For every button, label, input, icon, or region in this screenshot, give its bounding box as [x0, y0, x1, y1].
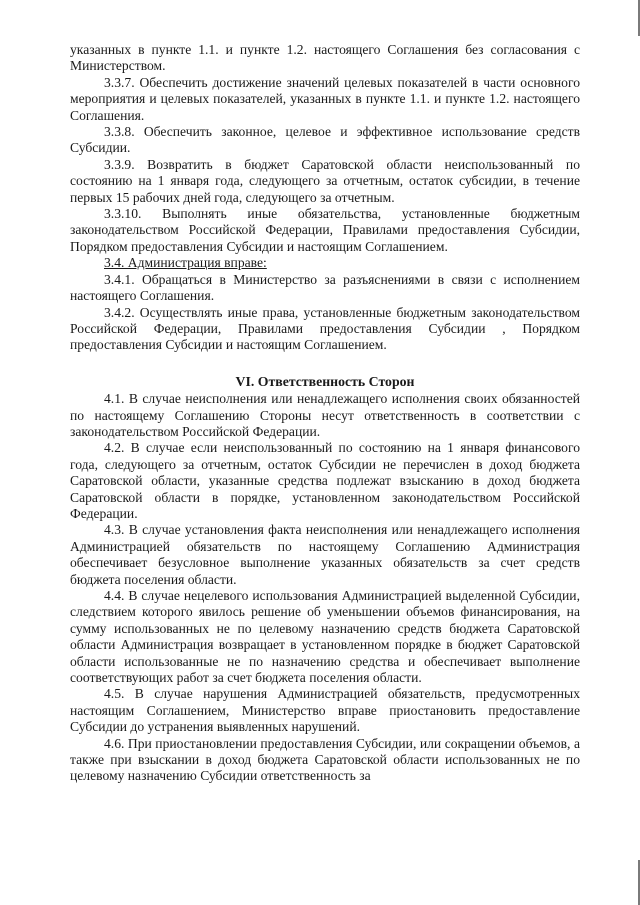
- clauses-3-4: [70, 272, 580, 354]
- paragraph-3-3-8: 3.3.8. Обеспечить законное, целевое и эффективное использование средств Субсидии.: [70, 124, 580, 156]
- clauses-3-3: [70, 42, 580, 255]
- paragraph-3-4-1: 3.4.1. Обращаться в Министерство за разъяснениями в связи с исполнением настоящего Соглашения.: [70, 271, 580, 304]
- clauses-4: [70, 391, 580, 785]
- paragraph-3-3-7: 3.3.7. Обеспечить достижение значений целевых показателей в части основного мероприятия и целевых показателей, указанных в пункте 1.1. и пункте 1.2. настоящего Соглашения.: [70, 74, 580, 123]
- paragraph-4-4: 4.4. В случае нецелевого использования Администрацией выделенной Субсидии, следствием которого явилось решение об уменьшении объемов финансирования, на сумму использованных не по целевому назначению средств бюджета Саратовской области Администрация возвращает в установленном порядке в бюджет Саратовской области использованные не по назначению средства и обеспечивает выполнение соответствующих работ за счет бюджета поселения области.: [70, 588, 580, 686]
- paragraph-4-2: 4.2. В случае если неиспользованный по состоянию на 1 января финансового года, следующего за отчетным, остаток Субсидии не перечислен в доход бюджета Саратовской области, указанные средства подлежат взысканию в доход бюджета Саратовской области в порядке, установленном законодательством Российской Федерации.: [70, 440, 580, 521]
- paragraph-3-3-10: 3.3.10. Выполнять иные обязательства, установленные бюджетным законодательством Российской Федерации, Правилами предоставления Субсидии, Порядком предоставления Субсидии и настоящим Соглашением.: [70, 206, 580, 254]
- section-6-heading: VI. Ответственность Сторон: [235, 373, 415, 389]
- paragraph-continuation: указанных в пункте 1.1. и пункте 1.2. настоящего Соглашения без согласования с Министерством.: [70, 42, 580, 74]
- section-3-4-title: 3.4. Администрация вправе:: [104, 255, 267, 271]
- paragraph-4-1: 4.1. В случае неисполнения или ненадлежащего исполнения своих обязанностей по настоящему Соглашению Стороны несут ответственность в соответствии с законодательством Российской Федерации.: [70, 391, 580, 439]
- document-page: [70, 42, 580, 785]
- paragraph-3-4-2: 3.4.2. Осуществлять иные права, установленные бюджетным законодательством Российской Федерации, Правилами предоставления Субсидии , Порядком предоставления Субсидии и настоящим Соглашением.: [70, 304, 580, 353]
- paragraph-4-6: 4.6. При приостановлении предоставления Субсидии, или сокращении объемов, а также при взыскании в доход бюджета Саратовской области использованных не по целевому назначению Субсидии ответственность за: [70, 735, 580, 784]
- section-3-4-title-line: [70, 255, 580, 271]
- paragraph-3-3-9: 3.3.9. Возвратить в бюджет Саратовской области неиспользованный по состоянию на 1 января года, следующего за отчетным, остаток субсидии, в течение первых 15 рабочих дней года, следующего за отчетным.: [70, 156, 580, 205]
- paragraph-4-3: 4.3. В случае установления факта неисполнения или ненадлежащего исполнения Администрацией обязательств по настоящему Соглашению Администрация обеспечивает безусловное выполнение указанных обязательств за счет средств бюджета поселения области.: [70, 522, 580, 587]
- paragraph-4-5: 4.5. В случае нарушения Администрацией обязательств, предусмотренных настоящим Соглашением, Министерство вправе приостановить предоставление Субсидии до устранения выявленных нарушений.: [70, 686, 580, 735]
